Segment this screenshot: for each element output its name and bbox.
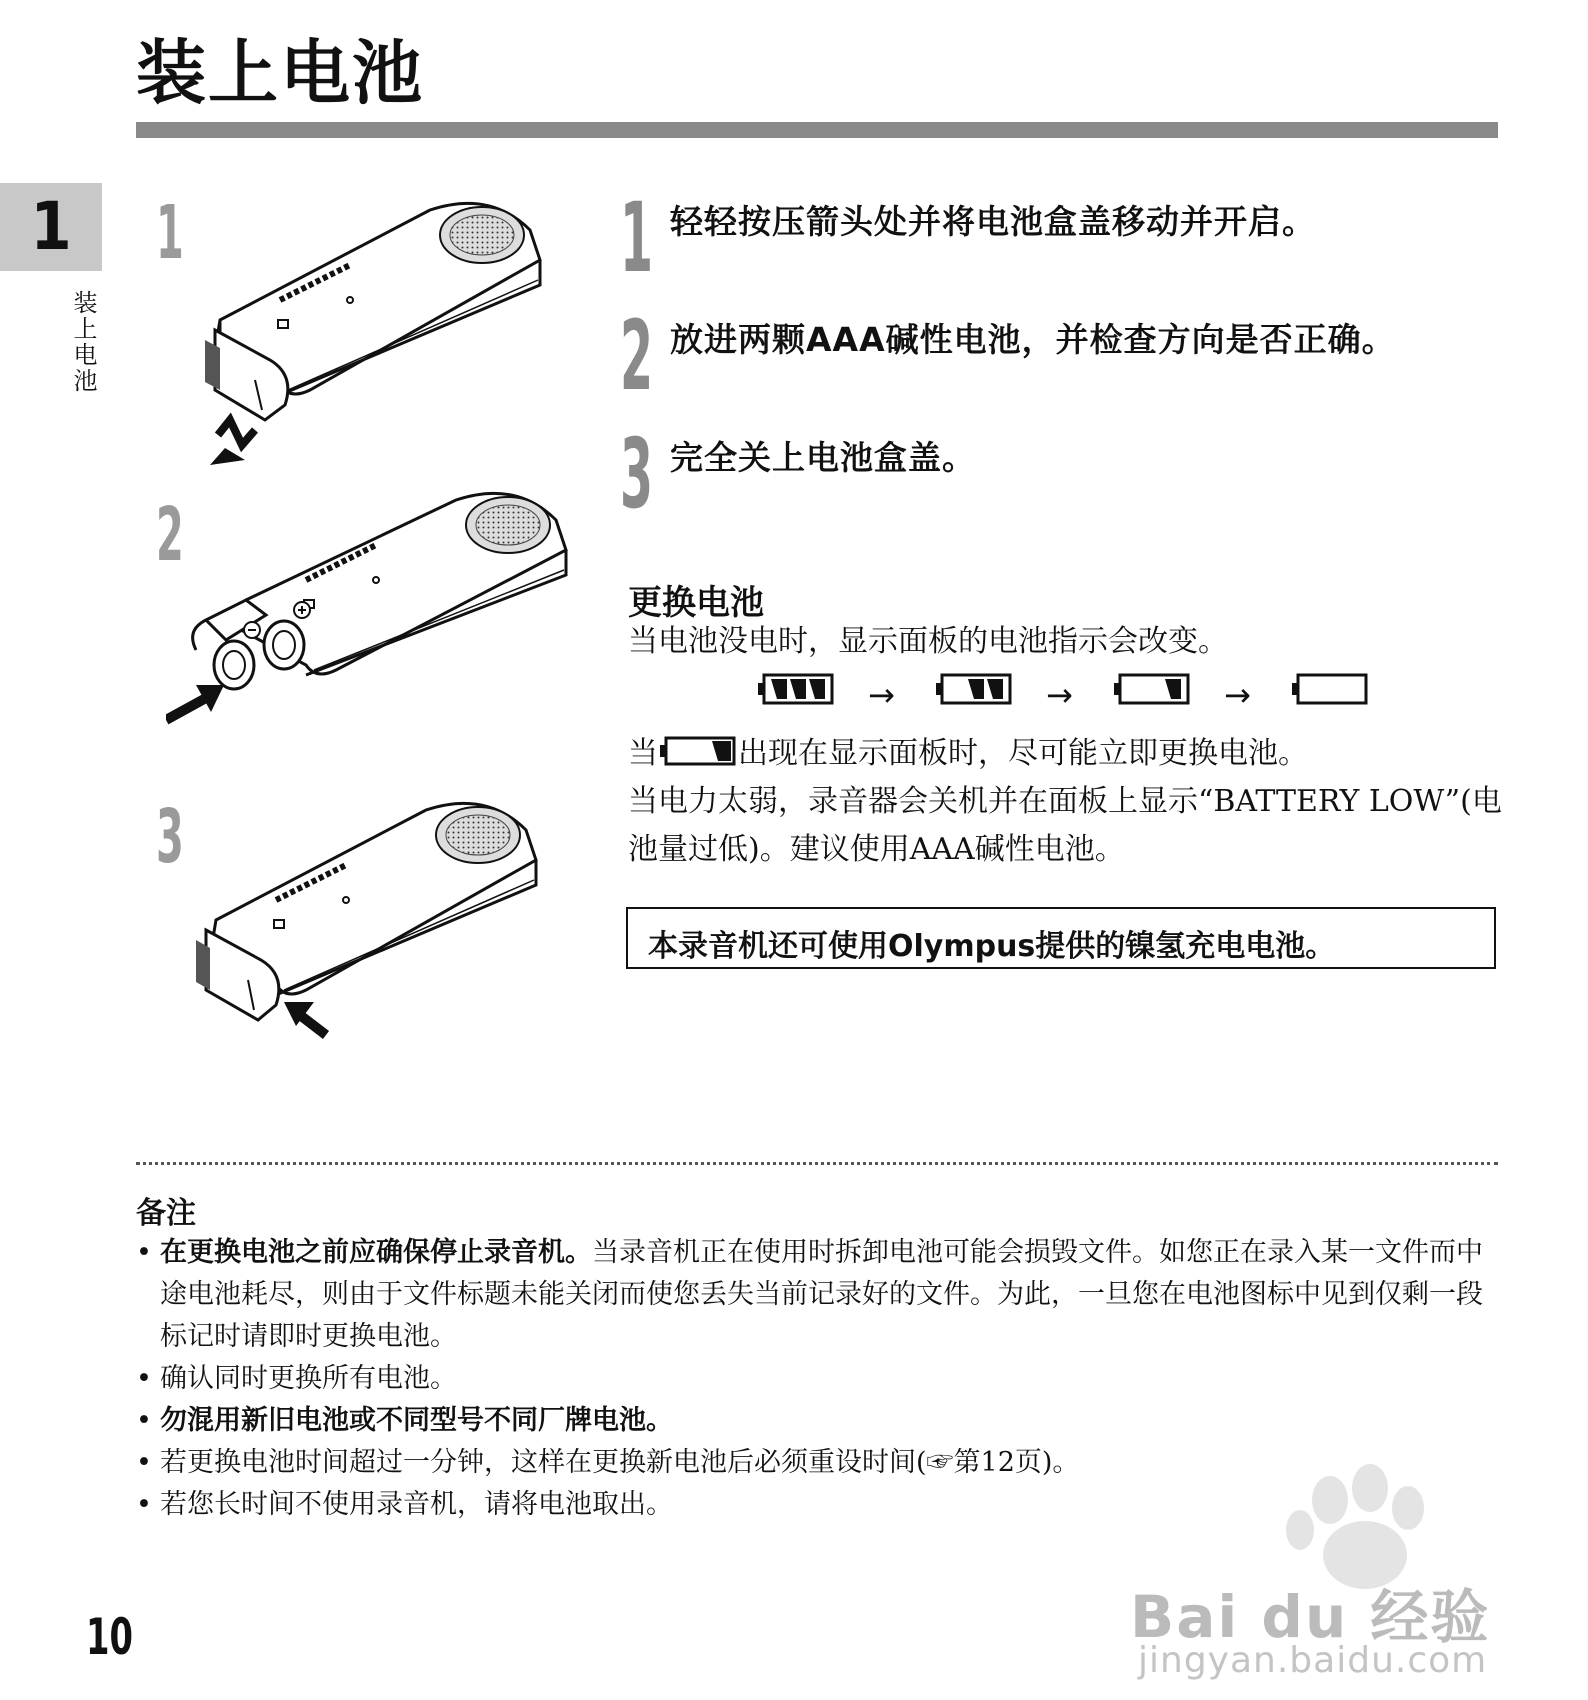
step-number: 1 [620,182,654,294]
remarks-heading: 备注 [136,1196,196,1231]
remark-text: 若更换电池时间超过一分钟，这样在更换新电池后必须重设时间(☞第12页)。 [160,1447,1080,1478]
title-rule [136,122,1498,138]
replace-line-prefix: 当 [628,736,658,771]
recorder-insert-batteries-illustration [166,480,576,770]
level-arrow: → [1046,676,1073,714]
level-arrow: → [1224,676,1251,714]
watermark-brand: Bai du 经验 [1130,1583,1491,1651]
step-text: 完全关上电池盒盖。 [670,438,976,477]
rechargeable-note-text: 本录音机还可使用Olympus提供的镍氢充电电池。 [648,929,1336,964]
battery-low-line-1: 当电力太弱，录音器会关机并在面板上显示“BATTERY LOW”(电 [628,784,1502,819]
battery-level-2-icon [934,672,1014,706]
recorder-open-cover-illustration [200,190,550,470]
remark-item [136,1232,1501,1358]
recorder-close-cover-illustration [196,790,546,1060]
remark-emphasis: 勿混用新旧电池或不同型号不同厂牌电池。 [160,1405,673,1436]
remark-emphasis: 在更换电池之前应确保停止录音机。 [160,1237,592,1268]
replace-battery-heading: 更换电池 [628,583,764,623]
replace-line-suffix: 出现在显示面板时，尽可能立即更换电池。 [738,736,1308,771]
remark-text: 当录音机正在使用时拆卸电池可能会损毁文件。如您正在录入某一文件而中途电池耗尽，则由于文件标题未能关闭而使您丢失当前记录好的文件。为此，一旦您在电池图标中见到仅剩一段标记时请即时更换电池。 [160,1237,1483,1352]
chapter-side-label: 装上电池 [69,290,97,394]
battery-level-1-icon [1112,672,1192,706]
figure-label-2: 2 [156,492,184,578]
replace-warning-line [628,730,1308,778]
remark-item [136,1358,1501,1400]
battery-one-bar-icon [658,735,738,767]
replace-intro: 当电池没电时，显示面板的电池指示会改变。 [628,624,1228,659]
figure-label-1: 1 [156,190,184,276]
level-arrow: → [868,676,895,714]
figure-label-3: 3 [156,794,184,880]
step-number: 2 [620,300,654,412]
step-text: 轻轻按压箭头处并将电池盒盖移动并开启。 [670,202,1316,241]
chapter-number: 1 [30,188,72,265]
battery-low-line-2: 池量过低)。建议使用AAA碱性电池。 [628,832,1125,867]
remark-text: 确认同时更换所有电池。 [160,1363,457,1394]
chapter-tab [0,183,102,271]
battery-level-3-icon [756,672,836,706]
remark-text: 若您长时间不使用录音机，请将电池取出。 [160,1489,673,1520]
watermark-url: jingyan.baidu.com [1138,1640,1488,1681]
step-text: 放进两颗AAA碱性电池，并检查方向是否正确。 [670,320,1396,359]
step-number: 3 [620,418,654,530]
dotted-divider [136,1162,1498,1165]
page-number: 10 [86,1608,133,1666]
page-title: 装上电池 [136,32,424,114]
remark-item [136,1400,1501,1442]
battery-level-0-icon [1290,672,1370,706]
rechargeable-note-box [626,907,1496,969]
